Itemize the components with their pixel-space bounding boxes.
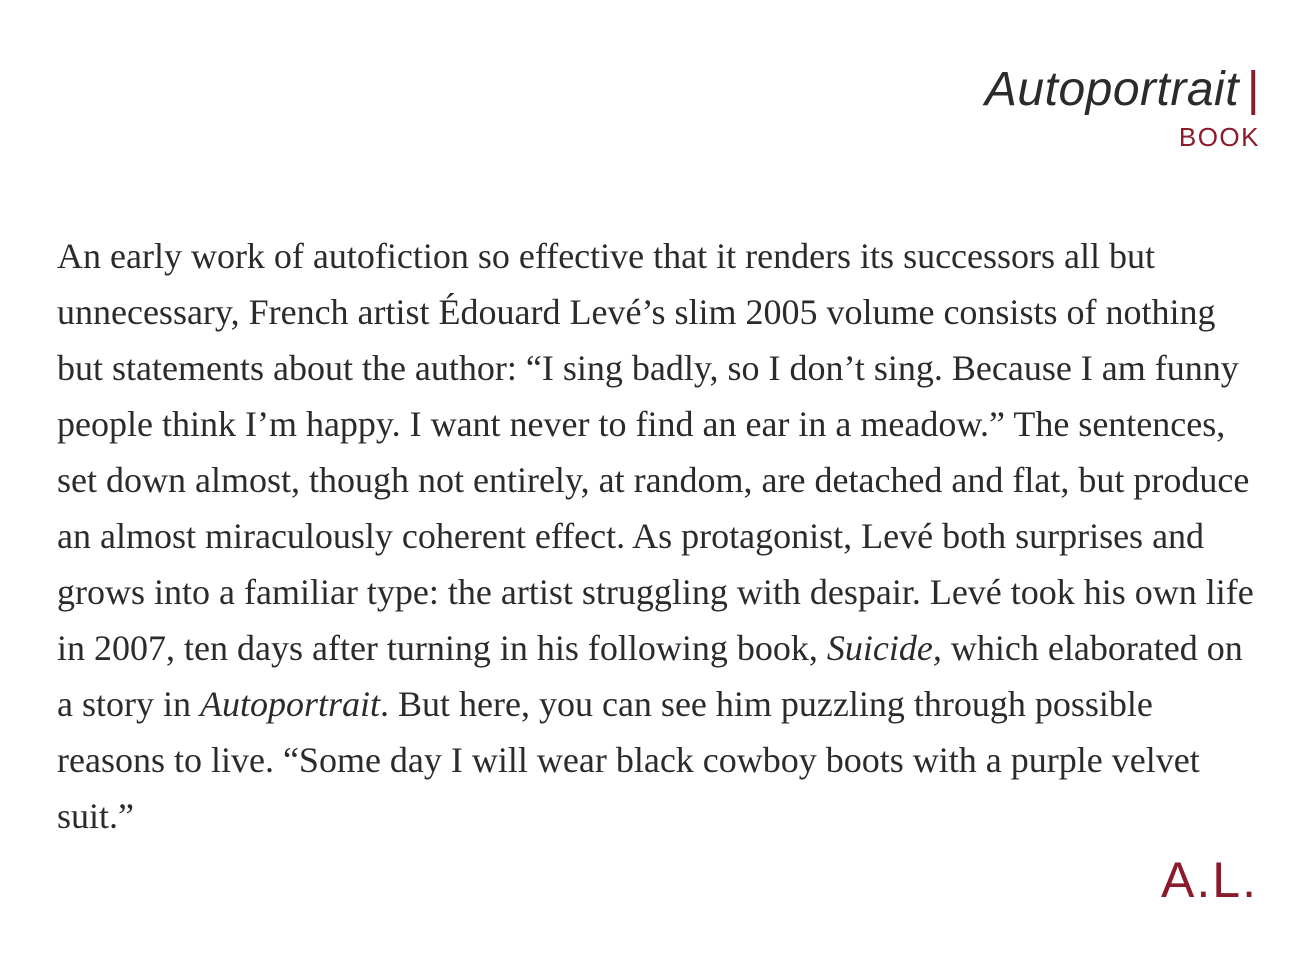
category-label: BOOK (1178, 122, 1260, 152)
book-title-suicide: Suicide, (826, 628, 942, 668)
review-text-part3: . But here, you can see him puzzling through possible reasons to live. “Some day I will wear black cowboy boots with a purple velvet suit.” (57, 684, 1200, 836)
book-title-autoportrait: Autoportrait (199, 684, 381, 724)
review-text-part1: An early work of autofiction so effective that it renders its successors all but unnecessary, French artist Édouard Levé’s slim 2005 volume consists of nothing but statements about the author: “I sing badly, so I don’t sing. Because I am funny people think I’m happy. I want never to find an ear in a meadow.” The sentences, set down almost, though not entirely, at random, are detached and flat, but produce an almost miraculously coherent effect. As protagonist, Levé both surprises and grows into a familiar type: the artist struggling with despair. Levé took his own life in 2007, ten days after turning in his following book, (57, 236, 1254, 668)
author-initials: A.L. (1161, 852, 1258, 908)
review-text-part2: which elaborated on a story in (57, 628, 1243, 724)
title-divider: | (1247, 63, 1260, 116)
article-header (985, 62, 1260, 152)
title-line (985, 62, 1260, 118)
page-title: Autoportrait (984, 63, 1240, 116)
review-body (57, 228, 1267, 844)
